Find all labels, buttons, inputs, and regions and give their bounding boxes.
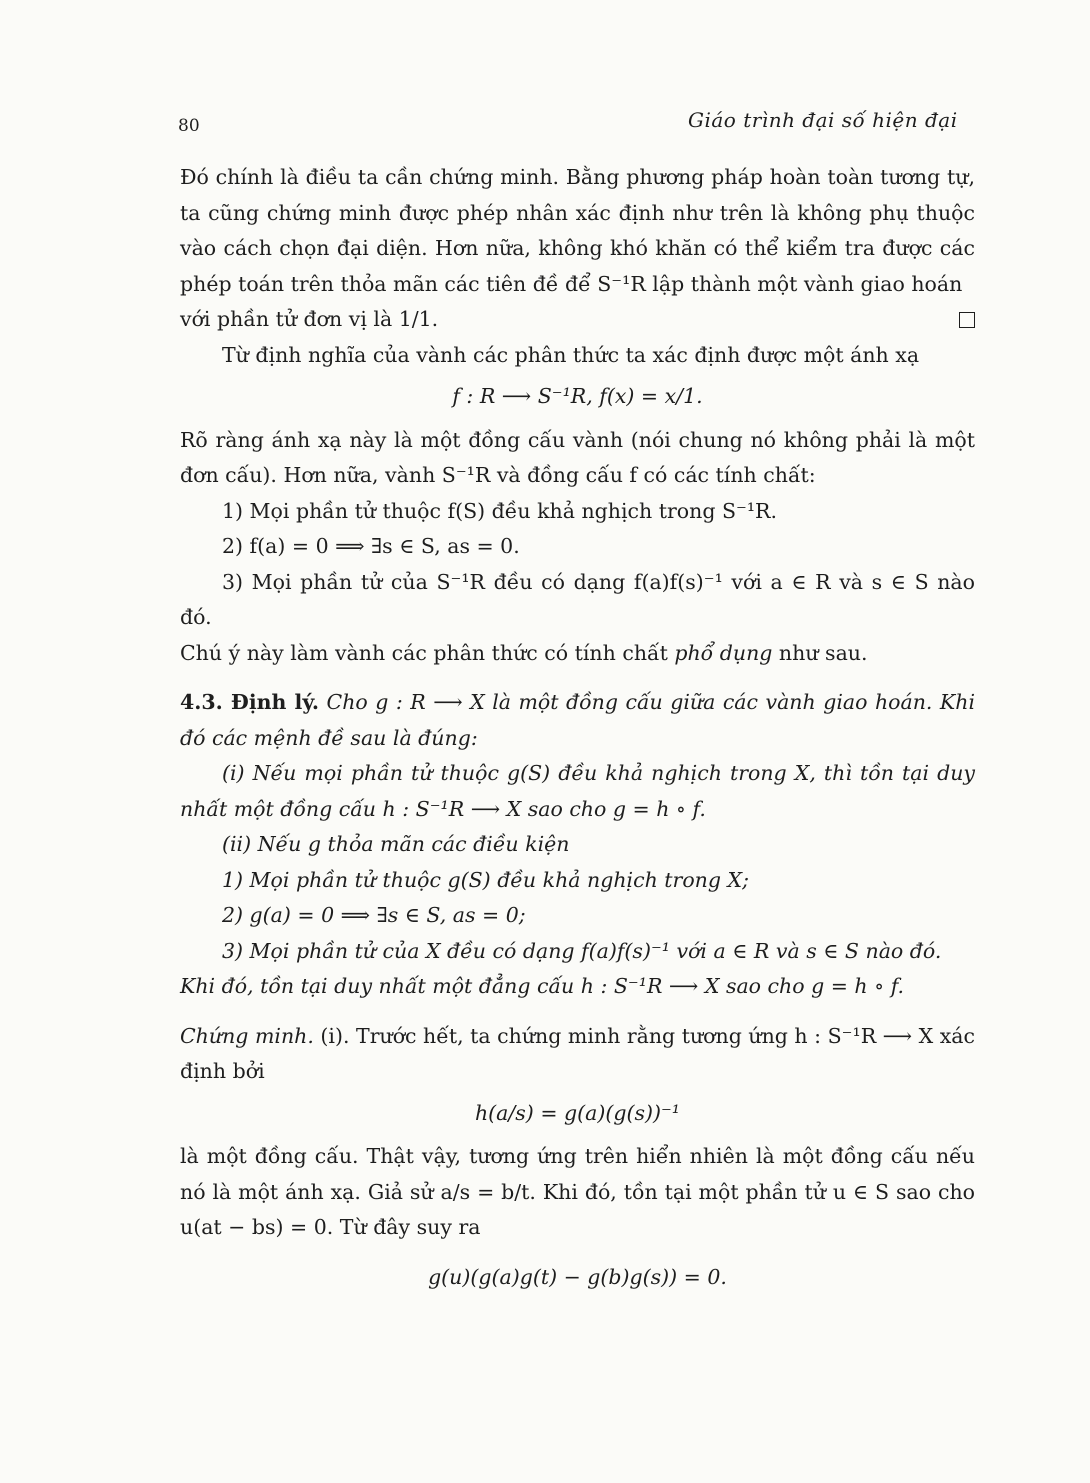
equation-h-definition: h(a/s) = g(a)(g(s))⁻¹ bbox=[474, 1100, 681, 1125]
page-number: 80 bbox=[178, 116, 200, 136]
proof-label: Chứng minh. bbox=[180, 1023, 314, 1048]
running-header-title: Giáo trình đại số hiện đại bbox=[688, 108, 958, 132]
proof-paragraph-2: là một đồng cấu. Thật vậy, tương ứng trên hiển nhiên là một đồng cấu nếu nó là một ánh xạ. Giả sử a/s = b/t. Khi đó, tồn tại một phần tử u ∈ S sao cho u(at − bs) = 0. Từ đây suy ra bbox=[180, 1144, 975, 1239]
theorem-part-ii: (ii) Nếu g thỏa mãn các điều kiện bbox=[222, 832, 570, 856]
property-1: 1) Mọi phần tử thuộc f(S) đều khả nghịch trong S⁻¹R. bbox=[222, 498, 778, 523]
property-2: 2) f(a) = 0 ⟹ ∃s ∈ S, as = 0. bbox=[222, 534, 520, 558]
emphasis-text: phổ dụng bbox=[674, 640, 773, 665]
paragraph-homomorphism: Rõ ràng ánh xạ này là một đồng cấu vành (nói chung nó không phải là một đơn cấu). Hơn nữa, vành S⁻¹R và đồng cấu f có các tính chất: bbox=[180, 427, 975, 487]
paragraph-last-line: với phần tử đơn vị là 1/1. bbox=[180, 302, 975, 338]
theorem-condition-2: 2) g(a) = 0 ⟹ ∃s ∈ S, as = 0; bbox=[222, 903, 526, 927]
property-3: 3) Mọi phần tử của S⁻¹R đều có dạng f(a)f(s)⁻¹ với a ∈ R và s ∈ S nào đó. bbox=[180, 569, 975, 629]
theorem-label: 4.3. Định lý. bbox=[180, 690, 320, 714]
theorem-conclusion: Khi đó, tồn tại duy nhất một đẳng cấu h : S⁻¹R ⟶ X sao cho g = h ∘ f. bbox=[180, 974, 905, 998]
theorem-4-3: 4.3. Định lý. Cho g : R ⟶ X là một đồng cấu giữa các vành giao hoán. Khi đó các mệnh đề sau là đúng: bbox=[180, 690, 976, 750]
page-body bbox=[180, 160, 975, 1313]
equation-map-f: f : R ⟶ S⁻¹R, f(x) = x/1. bbox=[452, 384, 703, 408]
theorem-part-i: (i) Nếu mọi phần tử thuộc g(S) đều khả nghịch trong X, thì tồn tại duy nhất một đồng cấu h : S⁻¹R ⟶ X sao cho g = h ∘ f. bbox=[180, 761, 975, 821]
theorem-condition-1: 1) Mọi phần tử thuộc g(S) đều khả nghịch trong X; bbox=[222, 867, 750, 892]
qed-box-icon bbox=[959, 312, 975, 328]
proof-intro: Chứng minh. (i). Trước hết, ta chứng minh rằng tương ứng h : S⁻¹R ⟶ X xác định bởi bbox=[180, 1023, 975, 1083]
theorem-condition-3: 3) Mọi phần tử của X đều có dạng f(a)f(s)⁻¹ với a ∈ R và s ∈ S nào đó. bbox=[222, 938, 942, 963]
equation-g-u: g(u)(g(a)g(t) − g(b)g(s)) = 0. bbox=[428, 1264, 727, 1289]
paragraph-proof-end: Đó chính là điều ta cần chứng minh. Bằng phương pháp hoàn toàn tương tự, ta cũng chứng minh được phép nhân xác định như trên là không phụ thuộc vào cách chọn đại diện. Hơn nữa, không khó khăn có thể kiểm tra được các phép toán trên thỏa mãn các tiên đề để S⁻¹R lập thành một vành giao hoán bbox=[180, 165, 975, 296]
paragraph-universal-note: Chú ý này làm vành các phân thức có tính chất phổ dụng như sau. bbox=[180, 640, 868, 665]
paragraph-map-intro: Từ định nghĩa của vành các phân thức ta xác định được một ánh xạ bbox=[222, 342, 920, 367]
